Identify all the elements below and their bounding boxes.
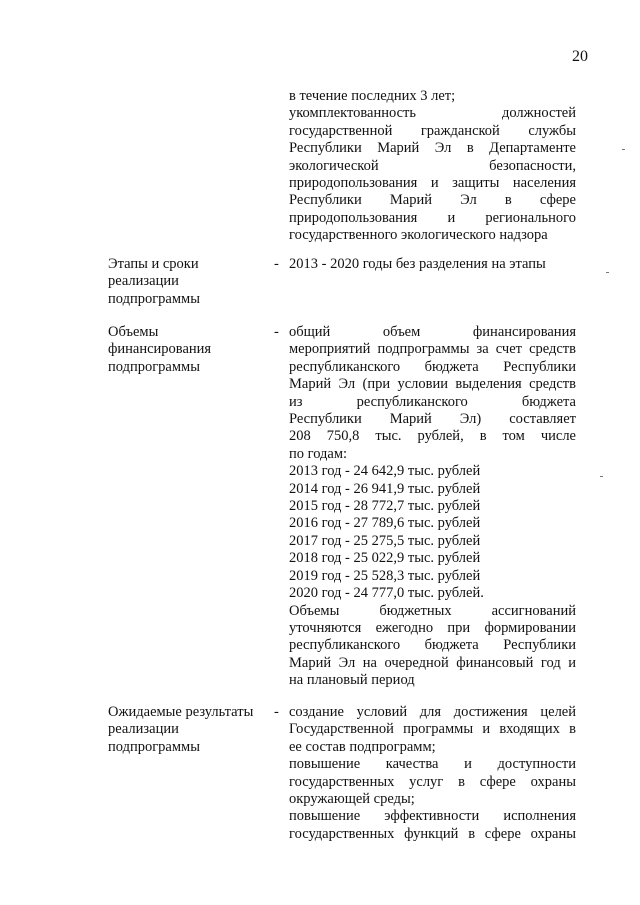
section-label-line: Ожидаемые результаты bbox=[108, 704, 254, 720]
text-line: Марий Эл (при условии выделения средств bbox=[289, 376, 576, 393]
scan-mark bbox=[600, 476, 603, 477]
text-line: государственной гражданской службы bbox=[289, 122, 576, 139]
text-line: 2015 год - 28 772,7 тыс. рублей bbox=[289, 498, 481, 515]
text-line: Объемы бюджетных ассигнований bbox=[289, 602, 576, 619]
section-content bbox=[289, 324, 576, 690]
text-line: на плановый период bbox=[289, 672, 415, 689]
section-label-line: подпрограммы bbox=[108, 290, 200, 307]
text-line: 2013 год - 24 642,9 тыс. рублей bbox=[289, 463, 481, 480]
section-label-line: подпрограммы bbox=[108, 358, 200, 375]
text-line: 2016 год - 27 789,6 тыс. рублей bbox=[289, 515, 481, 532]
section-dash: - bbox=[274, 704, 279, 720]
text-line: повышение качества и доступности bbox=[289, 756, 576, 773]
text-line: из республиканского бюджета bbox=[289, 393, 576, 410]
text-line: уточняются ежегодно при формировании bbox=[289, 619, 576, 636]
text-line: 2019 год - 25 528,3 тыс. рублей bbox=[289, 567, 481, 584]
section-label bbox=[108, 324, 278, 376]
text-line: создание условий для достижения целей bbox=[289, 704, 576, 720]
text-line: окружающей среды; bbox=[289, 791, 415, 808]
section-content bbox=[289, 704, 576, 843]
text-line: 2020 год - 24 777,0 тыс. рублей. bbox=[289, 585, 484, 602]
scan-mark bbox=[622, 149, 625, 150]
section-label-line: реализации bbox=[108, 721, 179, 738]
section-dash: - bbox=[274, 256, 279, 272]
text-line: ее состав подпрограмм; bbox=[289, 738, 436, 755]
text-line: повышение эффективности исполнения bbox=[289, 808, 576, 825]
text-line: укомплектованность должностей bbox=[289, 105, 576, 122]
text-line: Республики Марий Эл) составляет bbox=[289, 411, 576, 428]
section-label-line: подпрограммы bbox=[108, 738, 200, 755]
text-line: республиканского бюджета Республики bbox=[289, 358, 576, 375]
text-line: природопользования и регионального bbox=[289, 209, 576, 226]
text-line: экологической безопасности, bbox=[289, 157, 576, 174]
text-line: государственных функций в сфере охраны bbox=[289, 825, 576, 842]
text-line: 208 750,8 тыс. рублей, в том числе bbox=[289, 428, 576, 445]
text-line: мероприятий подпрограммы за счет средств bbox=[289, 341, 576, 358]
text-line: Республики Марий Эл в сфере bbox=[289, 192, 576, 209]
section-label-line: реализации bbox=[108, 273, 179, 290]
scan-mark bbox=[606, 272, 609, 273]
text-line: республиканского бюджета Республики bbox=[289, 637, 576, 654]
section-dash: - bbox=[274, 324, 279, 340]
text-line: 2017 год - 25 275,5 тыс. рублей bbox=[289, 532, 481, 549]
continuation-block bbox=[289, 88, 576, 245]
section-label-line: Объемы bbox=[108, 324, 159, 340]
text-line: природопользования и защиты населения bbox=[289, 175, 576, 192]
text-line: 2018 год - 25 022,9 тыс. рублей bbox=[289, 550, 481, 567]
text-line: в течение последних 3 лет; bbox=[289, 88, 456, 104]
section-content bbox=[289, 256, 576, 273]
text-line: по годам: bbox=[289, 445, 348, 462]
page-number: 20 bbox=[572, 48, 588, 65]
section-label bbox=[108, 256, 278, 308]
section-label-line: Этапы и сроки bbox=[108, 256, 199, 272]
text-line: 2013 - 2020 годы без разделения на этапы bbox=[289, 256, 546, 272]
section-label bbox=[108, 704, 278, 756]
section-label-line: финансирования bbox=[108, 341, 212, 358]
text-line: Государственной программы и входящих в bbox=[289, 721, 576, 738]
text-line: Марий Эл на очередной финансовый год и bbox=[289, 654, 576, 671]
text-line: общий объем финансирования bbox=[289, 324, 576, 340]
text-line: государственных услуг в сфере охраны bbox=[289, 773, 576, 790]
text-line: государственного экологического надзора bbox=[289, 227, 548, 244]
text-line: 2014 год - 26 941,9 тыс. рублей bbox=[289, 480, 481, 497]
text-line: Республики Марий Эл в Департаменте bbox=[289, 140, 576, 157]
